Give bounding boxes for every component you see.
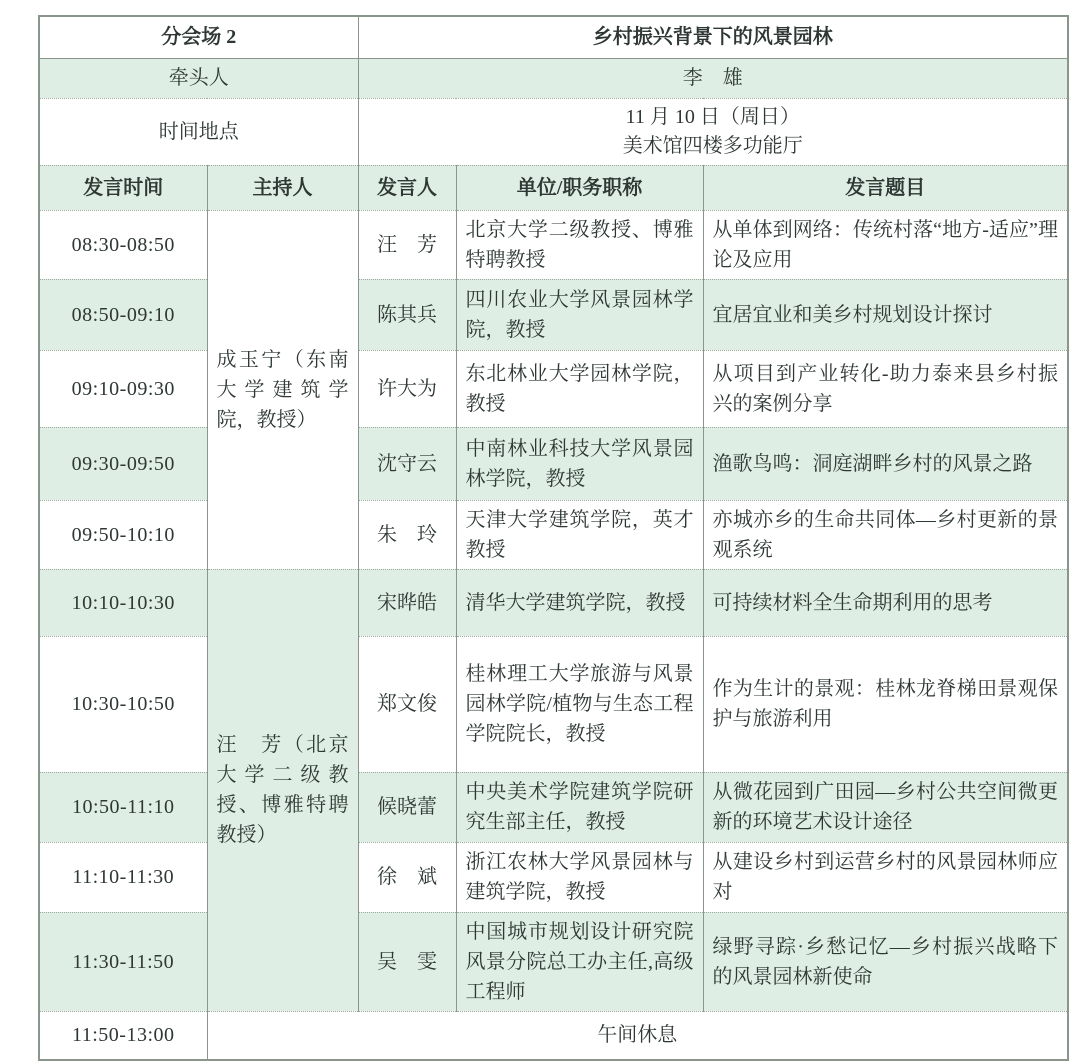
topic-cell: 可持续材料全生命期利用的思考 — [703, 569, 1068, 636]
affiliation-cell: 东北林业大学园林学院，教授 — [456, 350, 703, 427]
talk-row — [39, 210, 1068, 279]
talk-row — [39, 500, 1068, 569]
speaker-cell: 沈守云 — [358, 427, 456, 500]
talk-time-cell: 09:50-10:10 — [39, 500, 207, 569]
speaker-cell: 汪 芳 — [358, 210, 456, 279]
topic-cell: 作为生计的景观：桂林龙脊梯田景观保护与旅游利用 — [703, 636, 1068, 772]
affiliation-cell: 中央美术学院建筑学院研究生部主任，教授 — [456, 772, 703, 842]
lead-row — [39, 58, 1068, 98]
affiliation-cell: 四川农业大学风景园林学院，教授 — [456, 279, 703, 350]
speaker-cell: 郑文俊 — [358, 636, 456, 772]
speaker-cell: 宋晔皓 — [358, 569, 456, 636]
break-time-cell: 11:50-13:00 — [39, 1011, 207, 1060]
speaker-cell: 许大为 — [358, 350, 456, 427]
lead-value: 李 雄 — [358, 58, 1068, 98]
time-place-row — [39, 98, 1068, 165]
time-place-date: 11 月 10 日（周日） — [625, 105, 800, 128]
speaker-cell: 候晓蕾 — [358, 772, 456, 842]
moderator-cell: 汪 芳（北京大学二级教授、博雅特聘教授） — [207, 569, 358, 1011]
talk-time-cell: 11:30-11:50 — [39, 912, 207, 1011]
affiliation-cell: 桂林理工大学旅游与风景园林学院/植物与生态工程学院院长，教授 — [456, 636, 703, 772]
column-header-moderator: 主持人 — [207, 165, 358, 210]
talk-time-cell: 09:10-09:30 — [39, 350, 207, 427]
affiliation-cell: 北京大学二级教授、博雅特聘教授 — [456, 210, 703, 279]
session-label: 分会场 2 — [39, 16, 358, 58]
column-header-topic: 发言题目 — [703, 165, 1068, 210]
affiliation-cell: 清华大学建筑学院，教授 — [456, 569, 703, 636]
lead-label: 牵头人 — [39, 58, 358, 98]
topic-cell: 亦城亦乡的生命共同体—乡村更新的景观系统 — [703, 500, 1068, 569]
column-header-time: 发言时间 — [39, 165, 207, 210]
talk-row — [39, 427, 1068, 500]
session-row — [39, 16, 1068, 58]
topic-cell: 渔歌鸟鸣：洞庭湖畔乡村的风景之路 — [703, 427, 1068, 500]
column-header-row — [39, 165, 1068, 210]
talk-time-cell: 11:10-11:30 — [39, 842, 207, 912]
talk-time-cell: 10:30-10:50 — [39, 636, 207, 772]
talk-row — [39, 279, 1068, 350]
talk-row — [39, 569, 1068, 636]
topic-cell: 从单体到网络：传统村落“地方-适应”理论及应用 — [703, 210, 1068, 279]
column-header-speaker: 发言人 — [358, 165, 456, 210]
topic-cell: 从项目到产业转化-助力泰来县乡村振兴的案例分享 — [703, 350, 1068, 427]
topic-cell: 绿野寻踪·乡愁记忆—乡村振兴战略下的风景园林新使命 — [703, 912, 1068, 1011]
talk-row — [39, 912, 1068, 1011]
affiliation-cell: 中国城市规划设计研究院风景分院总工办主任,高级工程师 — [456, 912, 703, 1011]
affiliation-cell: 中南林业科技大学风景园林学院，教授 — [456, 427, 703, 500]
talk-time-cell: 10:50-11:10 — [39, 772, 207, 842]
time-place-value — [358, 98, 1068, 165]
speaker-cell: 吴 雯 — [358, 912, 456, 1011]
session-title: 乡村振兴背景下的风景园林 — [358, 16, 1068, 58]
talk-row — [39, 350, 1068, 427]
topic-cell: 从建设乡村到运营乡村的风景园林师应对 — [703, 842, 1068, 912]
affiliation-cell: 浙江农林大学风景园林与建筑学院，教授 — [456, 842, 703, 912]
moderator-cell: 成玉宁（东南大学建筑学院，教授） — [207, 210, 358, 569]
break-label-cell: 午间休息 — [207, 1011, 1068, 1060]
column-header-affiliation: 单位/职务职称 — [456, 165, 703, 210]
talk-row — [39, 636, 1068, 772]
talk-time-cell: 09:30-09:50 — [39, 427, 207, 500]
talk-time-cell: 10:10-10:30 — [39, 569, 207, 636]
talk-row — [39, 772, 1068, 842]
schedule-table — [38, 15, 1069, 1061]
speaker-cell: 徐 斌 — [358, 842, 456, 912]
speaker-cell: 朱 玲 — [358, 500, 456, 569]
time-place-label: 时间地点 — [39, 98, 358, 165]
time-place-venue: 美术馆四楼多功能厅 — [622, 134, 803, 157]
talk-row — [39, 842, 1068, 912]
break-row — [39, 1011, 1068, 1060]
affiliation-cell: 天津大学建筑学院，英才教授 — [456, 500, 703, 569]
talk-time-cell: 08:50-09:10 — [39, 279, 207, 350]
speaker-cell: 陈其兵 — [358, 279, 456, 350]
talk-time-cell: 08:30-08:50 — [39, 210, 207, 279]
topic-cell: 从微花园到广田园—乡村公共空间微更新的环境艺术设计途径 — [703, 772, 1068, 842]
topic-cell: 宜居宜业和美乡村规划设计探讨 — [703, 279, 1068, 350]
